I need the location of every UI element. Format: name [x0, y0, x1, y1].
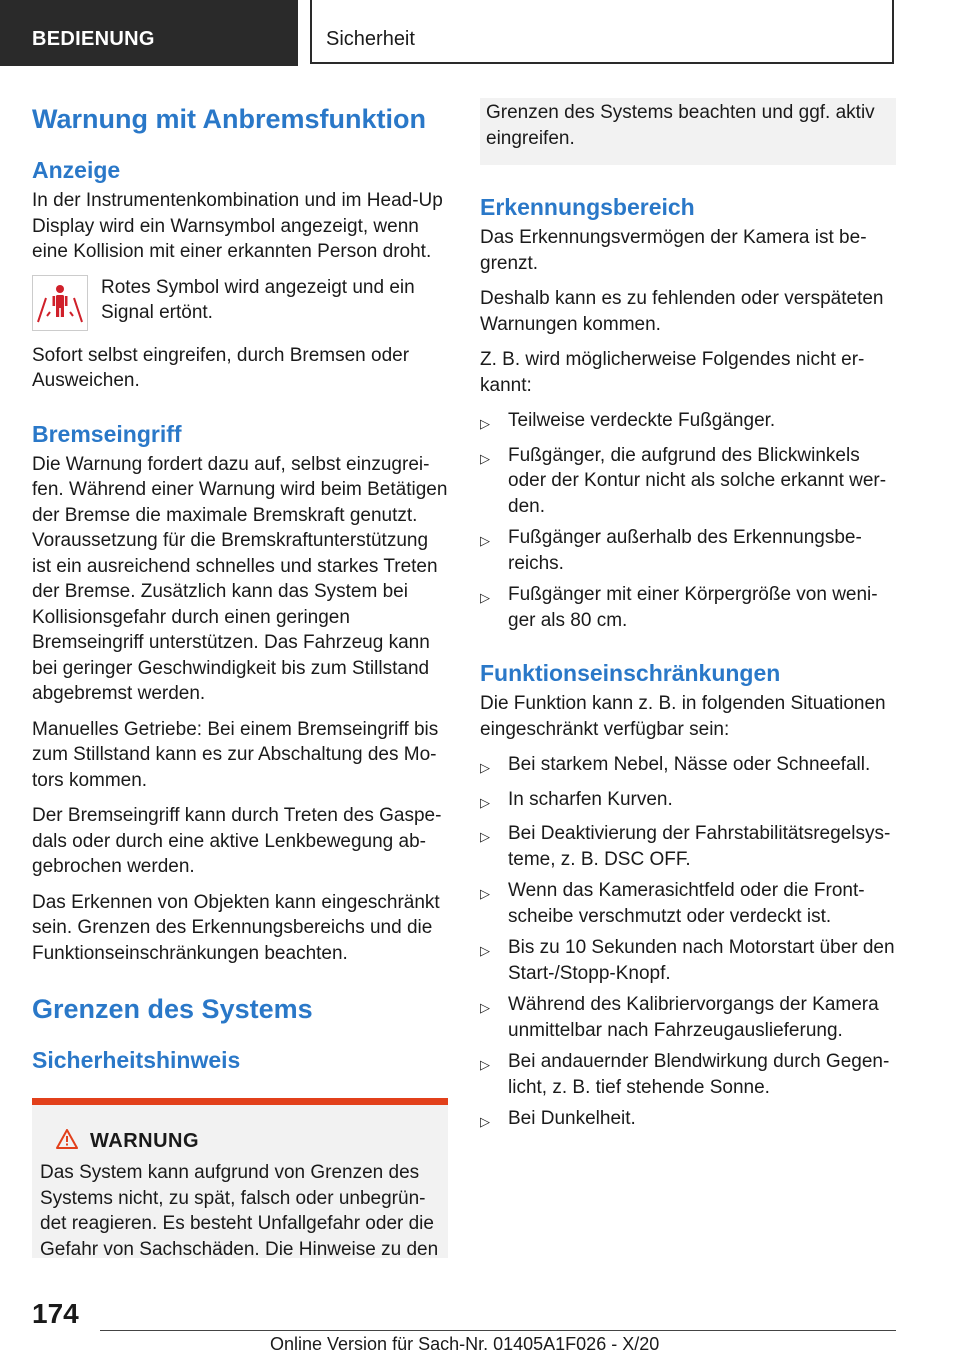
bullet-icon: ▷	[480, 533, 490, 548]
paragraph: Sofort selbst eingreifen, durch Bremsen oder Ausweichen.	[32, 344, 410, 391]
note-text: Grenzen des Systems beachten und ggf. aktiv eingreifen.	[486, 102, 875, 149]
section-tab: BEDIENUNG	[0, 0, 298, 66]
bullet-icon: ▷	[480, 829, 490, 844]
erkennung-list	[480, 408, 896, 633]
bullet-icon: ▷	[480, 943, 490, 958]
bullet-icon: ▷	[480, 1057, 490, 1072]
bullet-icon: ▷	[480, 450, 490, 466]
paragraph: Das Erkennungsvermögen der Kamera ist begrenzt.	[480, 227, 867, 274]
paragraph: Deshalb kann es zu fehlenden oder verspäteten Warnungen kommen.	[480, 288, 884, 335]
heading-erkennungsbereich: Erkennungsbereich	[480, 194, 695, 220]
bullet-icon: ▷	[480, 416, 490, 431]
paragraph: Die Warnung fordert dazu auf, selbst einzugreifen. Während einer Warnung wird beim Betätigen der Bremse die maximale Bremskraft genutzt. Voraussetzung für die Bremskraftunterstützung ist ein ausreichend schnelles und starkes Treten der Bremse. Zusätzlich kann das System bei Kollisionsgefahr durch einen geringen Bremseingriff unterstützen. Das Fahrzeug kann bei geringer Geschwindigkeit bis zum Stillstand abgebremst werden.	[32, 453, 448, 704]
left-column	[32, 100, 448, 1258]
list-item: ▷ Fußgänger außerhalb des Erkennungsbereichs.	[480, 525, 896, 576]
list-item: ▷ Bis zu 10 Sekunden nach Motorstart über den Start-/Stopp-Knopf.	[480, 935, 896, 986]
warning-title	[56, 1129, 440, 1154]
pedestrian-warning-icon	[32, 275, 88, 331]
symbol-caption: Rotes Symbol wird angezeigt und ein Signal ertönt.	[101, 276, 415, 323]
paragraph: Z. B. wird möglicherweise Folgendes nicht erkannt:	[480, 349, 865, 396]
paragraph: Manuelles Getriebe: Bei einem Bremseingriff bis zum Stillstand kann es zur Abschaltung des Motors kommen.	[32, 718, 439, 791]
bullet-icon: ▷	[480, 1000, 490, 1015]
section-title-grenzen: Grenzen des Systems	[32, 994, 313, 1024]
list-item: ▷ Bei Deaktivierung der Fahrstabilitätsregelsysteme, z. B. DSC OFF.	[480, 821, 896, 872]
funktion-list	[480, 752, 896, 1135]
symbol-row	[32, 275, 448, 331]
paragraph: In der Instrumentenkombination und im Head-Up Display wird ein Warnsymbol angezeigt, wenn eine Kollision mit einer erkannten Person droht.	[32, 190, 443, 262]
heading-sicherheitshinweis: Sicherheitshinweis	[32, 1047, 241, 1073]
bullet-icon: ▷	[480, 590, 490, 605]
warning-triangle-icon	[56, 1129, 78, 1154]
list-item: ▷ Bei starkem Nebel, Nässe oder Schneefall.	[480, 752, 896, 781]
paragraph: Der Bremseingriff kann durch Treten des Gaspedals oder durch eine aktive Lenkbewegung abgebrochen werden.	[32, 805, 442, 877]
heading-funktionseinschraenkungen: Funktionseinschränkungen	[480, 660, 781, 686]
section-title: Warnung mit Anbremsfunktion	[32, 104, 426, 134]
paragraph: Die Funktion kann z. B. in folgenden Situationen eingeschränkt verfügbar sein:	[480, 693, 886, 740]
warning-text: Das System kann aufgrund von Grenzen des Systems nicht, zu spät, falsch oder unbegründet reagieren. Es besteht Unfallgefahr oder die Gefahr von Sachschäden. Die Hinweise zu den	[40, 1162, 439, 1258]
footer-divider	[100, 1330, 896, 1331]
paragraph: Das Erkennen von Objekten kann eingeschränkt sein. Grenzen des Erkennungsbereichs und die Funktionseinschränkungen beachten.	[32, 891, 440, 964]
bullet-icon: ▷	[480, 886, 490, 901]
chapter-tab: Sicherheit	[310, 0, 894, 64]
warning-label: WARNUNG	[90, 1130, 200, 1152]
list-item: ▷ Fußgänger mit einer Körpergröße von weniger als 80 cm.	[480, 582, 896, 633]
heading-bremseingriff: Bremseingriff	[32, 420, 182, 447]
list-item: ▷ Fußgänger, die aufgrund des Blickwinkels oder der Kontur nicht als solche erkannt werden.	[480, 443, 896, 520]
list-item: ▷ Teilweise verdeckte Fußgänger.	[480, 408, 896, 437]
bullet-icon: ▷	[480, 794, 490, 810]
page-header	[0, 0, 960, 66]
bullet-icon: ▷	[480, 760, 490, 775]
list-item: ▷ Während des Kalibriervorgangs der Kamera unmittelbar nach Fahrzeugauslieferung.	[480, 992, 896, 1043]
list-item: ▷ In scharfen Kurven.	[480, 787, 896, 816]
page-number: 174	[32, 1298, 79, 1329]
right-column	[480, 100, 896, 1145]
list-item: ▷ Bei andauernder Blendwirkung durch Gegenlicht, z. B. tief stehende Sonne.	[480, 1049, 896, 1100]
warning-box	[32, 1098, 448, 1258]
bullet-icon: ▷	[480, 1114, 490, 1129]
heading-anzeige: Anzeige	[32, 157, 121, 183]
list-item: ▷ Wenn das Kamerasichtfeld oder die Frontscheibe verschmutzt oder verdeckt ist.	[480, 878, 896, 929]
footer-text: Online Version für Sach-Nr. 01405A1F026 - X/20	[270, 1334, 660, 1354]
list-item: ▷ Bei Dunkelheit.	[480, 1106, 896, 1135]
note-box	[480, 98, 896, 165]
